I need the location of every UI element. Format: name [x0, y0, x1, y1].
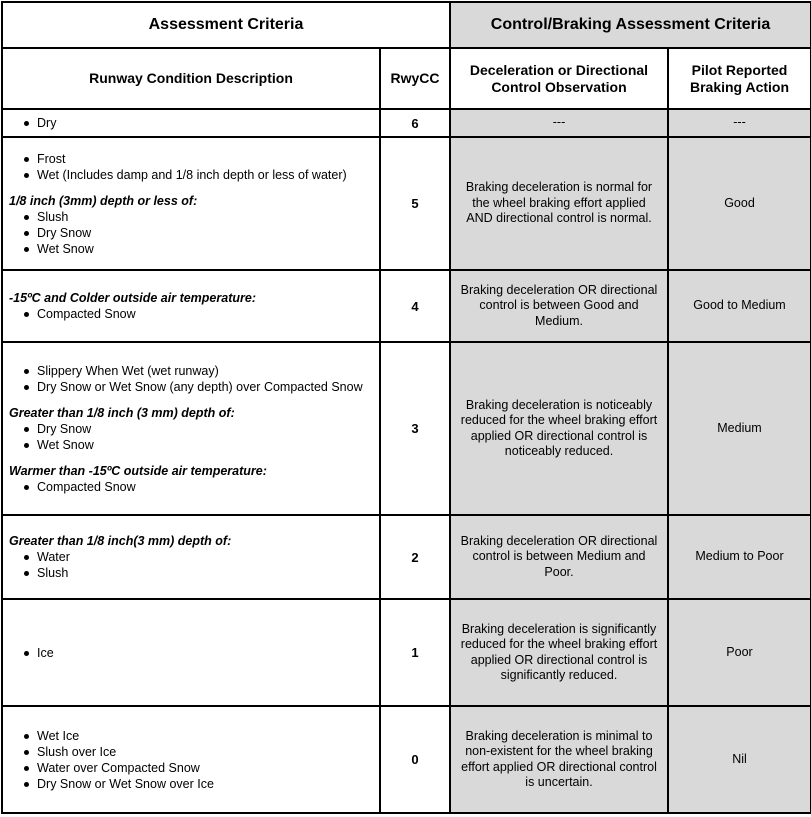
rwycc-value: 1: [380, 599, 450, 706]
group-spacer: [9, 395, 373, 405]
condition-list: [9, 151, 373, 183]
condition-item: Dry Snow: [9, 225, 373, 241]
rwycc-value: 4: [380, 270, 450, 342]
deceleration-observation: Braking deceleration is significantly reduced for the wheel braking effort applied OR directional control is significantly reduced.: [460, 621, 658, 682]
deceleration-observation: Braking deceleration is normal for the wheel braking effort applied AND directional control is normal.: [465, 180, 653, 226]
condition-qualifier: 1/8 inch (3mm) depth or less of:: [9, 193, 198, 208]
pilot-braking-header: [668, 48, 811, 109]
deceleration-observation-cell: [450, 515, 668, 599]
condition-item: Wet (Includes damp and 1/8 inch depth or less of water): [9, 167, 373, 183]
condition-item: Compacted Snow: [9, 479, 373, 495]
pilot-braking-action: ---: [668, 109, 811, 137]
condition-item: Slush: [9, 209, 373, 225]
runway-condition-description: [2, 706, 380, 813]
deceleration-observation-cell: [450, 342, 668, 515]
pilot-braking-header-text: Pilot Reported Braking Action: [689, 61, 790, 95]
group-spacer: [9, 183, 373, 193]
rwycc-value: 0: [380, 706, 450, 813]
condition-qualifier: -15ºC and Colder outside air temperature:: [9, 291, 256, 305]
runway-condition-description: [2, 270, 380, 342]
rwycc-value: 3: [380, 342, 450, 515]
condition-item: Wet Snow: [9, 437, 373, 453]
pilot-braking-action: Poor: [668, 599, 811, 706]
condition-list: [9, 549, 373, 581]
table-row: [2, 599, 811, 706]
condition-qualifier: Greater than 1/8 inch (3 mm) depth of:: [9, 405, 235, 420]
condition-item: Ice: [9, 645, 373, 661]
condition-qualifier: Warmer than -15ºC outside air temperature:: [9, 463, 267, 478]
condition-list: [9, 728, 373, 792]
deceleration-header-text: Deceleration or Directional Control Observation: [469, 61, 649, 95]
deceleration-observation-cell: [450, 599, 668, 706]
rwycc-value: 5: [380, 137, 450, 270]
condition-list: [9, 306, 373, 322]
deceleration-header: [450, 48, 668, 109]
condition-item: Water: [9, 549, 373, 565]
rwycc-value: 6: [380, 109, 450, 137]
runway-description-header: Runway Condition Description: [2, 48, 380, 109]
deceleration-observation: ---: [552, 115, 566, 130]
table-row: [2, 342, 811, 515]
condition-item: Compacted Snow: [9, 306, 373, 322]
control-braking-header: Control/Braking Assessment Criteria: [450, 2, 811, 48]
table-row: [2, 137, 811, 270]
pilot-braking-action: Good: [668, 137, 811, 270]
condition-item: Dry Snow: [9, 421, 373, 437]
runway-condition-description: [2, 342, 380, 515]
deceleration-observation-cell: [450, 270, 668, 342]
condition-item: Dry Snow or Wet Snow (any depth) over Compacted Snow: [9, 379, 373, 395]
rwycc-header: RwyCC: [380, 48, 450, 109]
deceleration-observation: Braking deceleration OR directional control is between Medium and Poor.: [460, 533, 658, 579]
deceleration-observation-cell: [450, 137, 668, 270]
condition-item: Slippery When Wet (wet runway): [9, 363, 373, 379]
condition-item: Wet Snow: [9, 241, 373, 257]
condition-item: Slush: [9, 565, 373, 581]
table-row: [2, 706, 811, 813]
rwycc-value: 2: [380, 515, 450, 599]
assessment-criteria-header: Assessment Criteria: [2, 2, 450, 48]
table-row: [2, 515, 811, 599]
pilot-braking-action: Medium to Poor: [668, 515, 811, 599]
pilot-braking-action: Nil: [668, 706, 811, 813]
condition-list: [9, 209, 373, 257]
deceleration-observation: Braking deceleration OR directional control is between Good and Medium.: [460, 282, 658, 328]
condition-list: [9, 363, 373, 395]
runway-condition-matrix: [1, 1, 811, 814]
pilot-braking-action: Good to Medium: [668, 270, 811, 342]
condition-list: [9, 115, 373, 131]
condition-list: [9, 645, 373, 661]
deceleration-observation: Braking deceleration is minimal to non-existent for the wheel braking effort applied OR directional control is uncertain.: [461, 728, 657, 789]
condition-item: Frost: [9, 151, 373, 167]
condition-item: Wet Ice: [9, 728, 373, 744]
runway-condition-description: [2, 599, 380, 706]
condition-qualifier: Greater than 1/8 inch(3 mm) depth of:: [9, 534, 232, 548]
table-row: [2, 270, 811, 342]
pilot-braking-action: Medium: [668, 342, 811, 515]
runway-condition-description: [2, 109, 380, 137]
condition-item: Slush over Ice: [9, 744, 373, 760]
deceleration-observation: Braking deceleration is noticeably reduced for the wheel braking effort applied OR directional control is noticeably reduced.: [460, 397, 658, 458]
group-spacer: [9, 453, 373, 463]
runway-condition-description: [2, 137, 380, 270]
deceleration-observation-cell: [450, 109, 668, 137]
condition-list: [9, 421, 373, 453]
condition-item: Dry: [9, 115, 373, 131]
condition-item: Water over Compacted Snow: [9, 760, 373, 776]
deceleration-observation-cell: [450, 706, 668, 813]
runway-condition-description: [2, 515, 380, 599]
condition-item: Dry Snow or Wet Snow over Ice: [9, 776, 373, 792]
table-row: [2, 109, 811, 137]
condition-list: [9, 479, 373, 495]
